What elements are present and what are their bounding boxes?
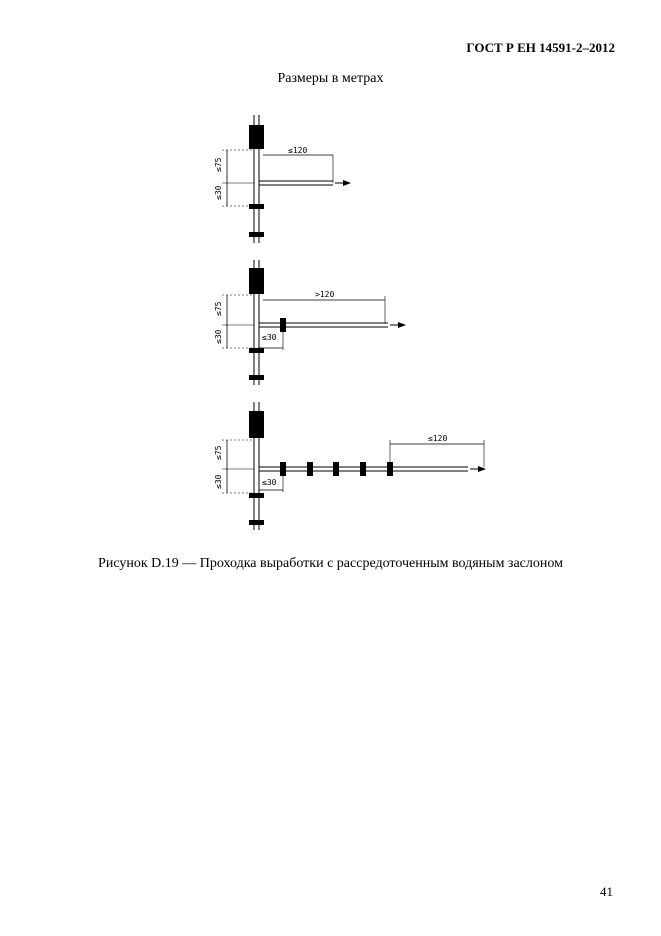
dim-label-top: ≤75 <box>214 301 223 316</box>
water-barrier-block <box>249 125 264 149</box>
water-barrier-bar <box>249 493 264 498</box>
water-barrier-branch <box>280 462 286 476</box>
water-barrier-block <box>249 411 264 438</box>
water-barrier-branch <box>280 318 286 332</box>
water-barrier-branch <box>333 462 339 476</box>
water-barrier-bar <box>249 232 264 237</box>
diagram-1 <box>214 115 350 243</box>
dim-label-length: >120 <box>315 290 335 299</box>
diagram-2 <box>214 260 405 385</box>
dim-label-offset: ≤30 <box>262 333 277 342</box>
page-number: 41 <box>600 884 613 899</box>
dim-label-offset: ≤30 <box>262 478 277 487</box>
dim-label-bottom: ≤30 <box>214 474 223 489</box>
water-barrier-bar <box>249 375 264 380</box>
units-note: Размеры в метрах <box>277 71 384 86</box>
dim-label-bottom: ≤30 <box>214 329 223 344</box>
water-barrier-bar <box>249 520 264 525</box>
water-barrier-bar <box>249 204 264 209</box>
figure-caption: Рисунок D.19 — Проходка выработки с рассредоточенным водяным заслоном <box>98 556 563 571</box>
water-barrier-bar <box>249 348 264 353</box>
water-barrier-branch <box>307 462 313 476</box>
water-barrier-block <box>249 268 264 294</box>
dim-label-length: ≤120 <box>428 434 448 443</box>
dim-label-length: ≤120 <box>288 146 308 155</box>
dim-label-top: ≤75 <box>214 445 223 460</box>
diagram-3 <box>214 402 485 530</box>
document-header: ГОСТ Р ЕН 14591-2–2012 <box>466 40 615 55</box>
dim-label-top: ≤75 <box>214 157 223 172</box>
dim-label-bottom: ≤30 <box>214 185 223 200</box>
water-barrier-branch <box>360 462 366 476</box>
